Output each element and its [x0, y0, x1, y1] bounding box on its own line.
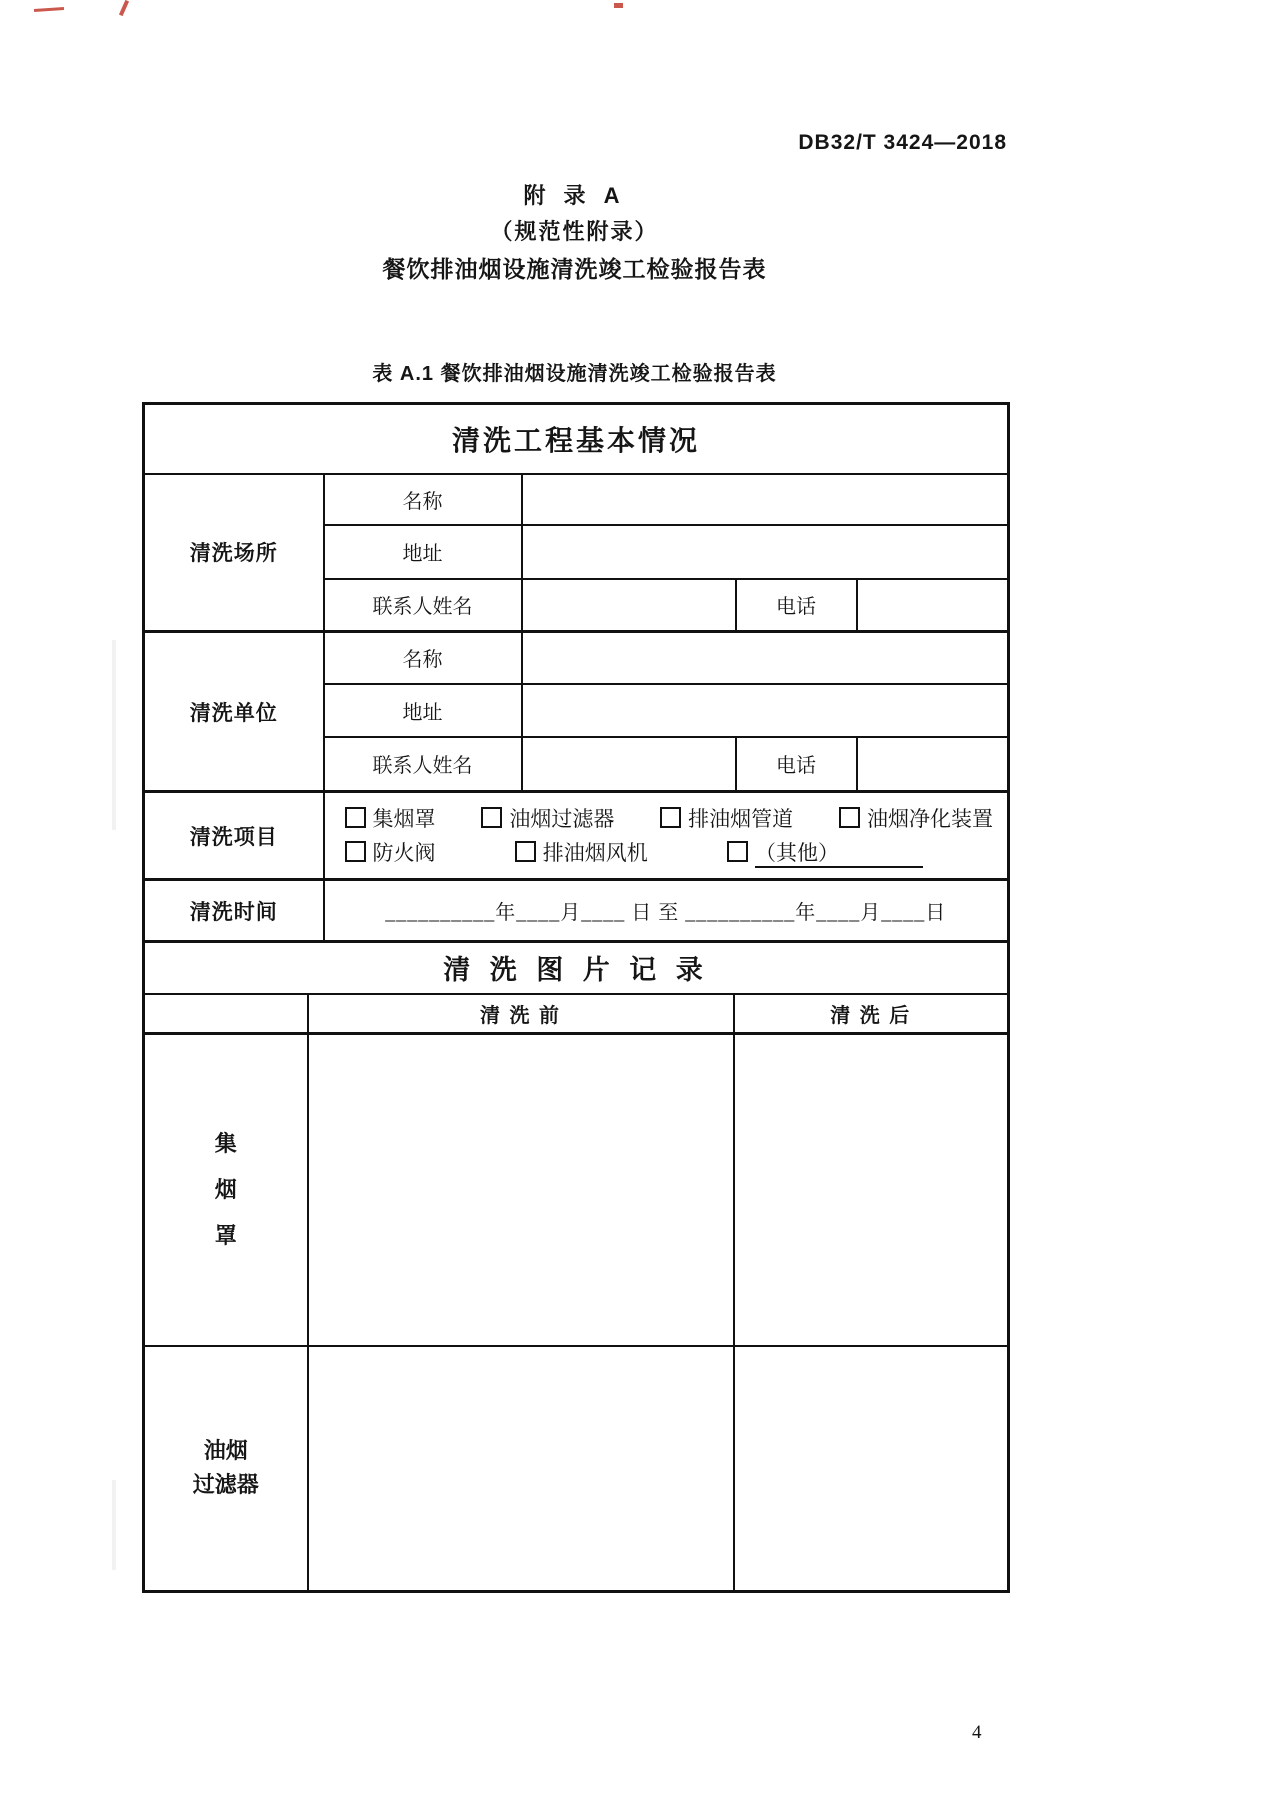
- time-blank-line: __________年____月____ 日 至 __________年____月____日: [385, 902, 947, 924]
- items-row-1: [325, 802, 1008, 836]
- basic-info-table: [142, 402, 1010, 943]
- section-title-picture-record: 清 洗 图 片 记 录: [144, 941, 1009, 994]
- appendix-type: （规范性附录）: [490, 219, 659, 244]
- value-cell-place-phone: [857, 579, 1009, 632]
- checkbox-icon: [727, 841, 748, 862]
- column-header-after: 清 洗 后: [734, 994, 1009, 1033]
- field-label-company-address: 地址: [324, 684, 522, 737]
- photo-cell-hood-after: [734, 1033, 1009, 1346]
- picture-header-blank-cell: [144, 994, 308, 1033]
- row-label-hood: 集 烟 罩: [144, 1033, 308, 1346]
- appendix-headings: [142, 178, 1007, 288]
- item-duct: 排油烟管道: [660, 802, 793, 836]
- value-cell-company-address: [522, 684, 1009, 737]
- row-label-filter: 油烟 过滤器: [144, 1346, 308, 1591]
- item-hood: 集烟罩: [345, 802, 436, 836]
- field-label-company-name: 名称: [324, 632, 522, 684]
- row-label-time: 清洗时间: [144, 880, 324, 942]
- field-label-company-phone: 电话: [736, 737, 857, 792]
- column-header-before: 清 洗 前: [308, 994, 734, 1033]
- field-label-place-phone: 电话: [736, 579, 857, 632]
- field-label-place-contact: 联系人姓名: [324, 579, 522, 632]
- value-cell-place-contact: [522, 579, 736, 632]
- field-label-place-name: 名称: [324, 474, 522, 525]
- checkbox-icon: [660, 807, 681, 828]
- item-filter: 油烟过滤器: [481, 802, 614, 836]
- checkbox-icon: [515, 841, 536, 862]
- cleaning-time-cell: [324, 880, 1009, 942]
- value-cell-company-phone: [857, 737, 1009, 792]
- photo-cell-filter-before: [308, 1346, 734, 1591]
- checkbox-icon: [345, 841, 366, 862]
- item-other: [727, 836, 923, 870]
- cleaning-items-cell: [324, 792, 1009, 880]
- checkbox-icon: [481, 807, 502, 828]
- other-blank-line: （其他）: [755, 840, 923, 868]
- scan-smudge: [112, 1480, 116, 1570]
- item-fan: 排油烟风机: [515, 836, 648, 870]
- section-title-basic-info: 清洗工程基本情况: [144, 404, 1009, 474]
- standard-code: DB32/T 3424—2018: [798, 131, 1007, 154]
- item-fire-valve: 防火阀: [345, 836, 436, 870]
- red-scan-mark: [614, 3, 623, 8]
- items-row-2: [325, 836, 1008, 870]
- value-cell-company-contact: [522, 737, 736, 792]
- table-caption: 表 A.1 餐饮排油烟设施清洗竣工检验报告表: [372, 363, 777, 385]
- row-label-items: 清洗项目: [144, 792, 324, 880]
- field-label-place-address: 地址: [324, 525, 522, 579]
- appendix-title: 附 录 A: [523, 183, 626, 208]
- page-number: 4: [972, 1722, 982, 1743]
- value-cell-place-name: [522, 474, 1009, 525]
- appendix-subject: 餐饮排油烟设施清洗竣工检验报告表: [382, 256, 767, 282]
- item-purifier: 油烟净化装置: [839, 802, 993, 836]
- checkbox-icon: [839, 807, 860, 828]
- checkbox-icon: [345, 807, 366, 828]
- scan-smudge: [112, 640, 116, 830]
- red-scan-mark: [119, 0, 129, 16]
- field-label-company-contact: 联系人姓名: [324, 737, 522, 792]
- value-cell-company-name: [522, 632, 1009, 684]
- photo-cell-filter-after: [734, 1346, 1009, 1591]
- red-scan-mark: [34, 7, 64, 12]
- value-cell-place-address: [522, 525, 1009, 579]
- photo-cell-hood-before: [308, 1033, 734, 1346]
- row-label-place: 清洗场所: [144, 474, 324, 632]
- picture-record-table: [142, 940, 1010, 1593]
- row-label-company: 清洗单位: [144, 632, 324, 792]
